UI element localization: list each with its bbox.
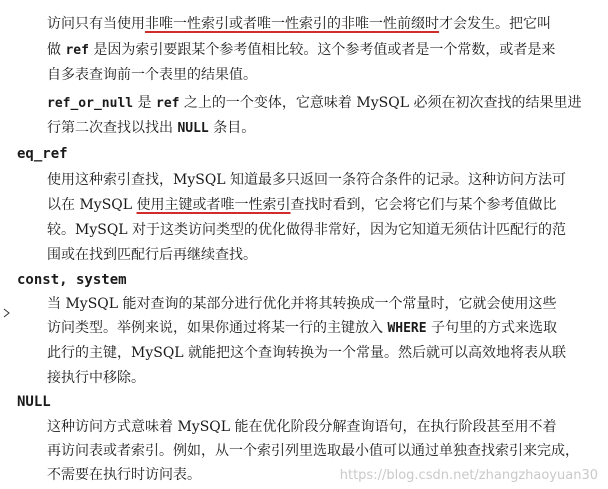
ref-or-null-code: ref_or_null [47, 96, 134, 111]
ref-code-inline: ref [156, 96, 180, 111]
null-code-inline: NULL [177, 121, 209, 136]
term-null: NULL [17, 394, 51, 410]
term-const-system: const, system [17, 272, 127, 288]
null-line-3: 不需要在执行时访问表。 [47, 467, 201, 483]
const-line-2: 访问类型。举例来说，如果你通过将某一行的主键放入 WHERE 子句里的方式来选取 [47, 320, 558, 336]
ref-or-null-line-2: 行第二次查找以找出 NULL 条目。 [47, 120, 256, 136]
const-line-1: 当 MySQL 能对查询的某部分进行优化并将其转换成一个常量时，它就会使用这些 [47, 296, 557, 312]
ref-text-line-1: 访问只有当使用非唯一性索引或者唯一性索引的非唯一性前缀时才会发生。把它叫 [47, 16, 551, 32]
where-code: WHERE [387, 321, 427, 336]
ref-text-line-2: 做 ref 是因为索引要跟某个参考值相比较。这个参考值或者是一个常数，或者是来 [47, 42, 556, 58]
const-line-3: 此行的主键，MySQL 就能把这个查询转换为一个常量。然后就可以高效地将表从联 [47, 345, 567, 361]
margin-chevron-icon [3, 307, 11, 317]
eq-ref-line-3: 较。MySQL 对于这类访问类型的优化做得非常好，因为它知道无须估计匹配行的范 [47, 222, 567, 238]
null-line-1: 这种访问方式意味着 MySQL 能在优化阶段分解查询语句，在执行阶段甚至用不着 [47, 419, 557, 435]
ref-text-line-3: 自多表查询前一个表里的结果值。 [47, 67, 257, 83]
ref-underlined-phrase: 非唯一性索引或者唯一性索引的非唯一性前缀时 [145, 16, 439, 32]
null-line-2: 再访问表或者索引。例如，从一个索引列里选取最小值可以通过单独查找索引来完成， [47, 443, 579, 459]
eq-ref-line-1: 使用这种索引查找，MySQL 知道最多只返回一条符合条件的记录。这种访问方法可 [47, 172, 567, 188]
term-eq-ref: eq_ref [17, 146, 68, 162]
eq-ref-line-2: 以在 MySQL 使用主键或者唯一性索引查找时看到，它会将它们与某个参考值做比 [47, 197, 557, 213]
ref-code: ref [65, 43, 89, 58]
ref-or-null-line-1: ref_or_null 是 ref 之上的一个变体，它意味着 MySQL 必须在初次查找的结果里进 [47, 95, 582, 111]
watermark-url: https://blog.csdn.net/zhangzhaoyuan30 [339, 468, 598, 483]
eq-ref-line-4: 围或在找到匹配行后再继续查找。 [47, 247, 257, 263]
const-line-4: 接执行中移除。 [47, 370, 145, 386]
eq-ref-underlined-phrase: 使用主键或者唯一性索引 [136, 197, 291, 213]
